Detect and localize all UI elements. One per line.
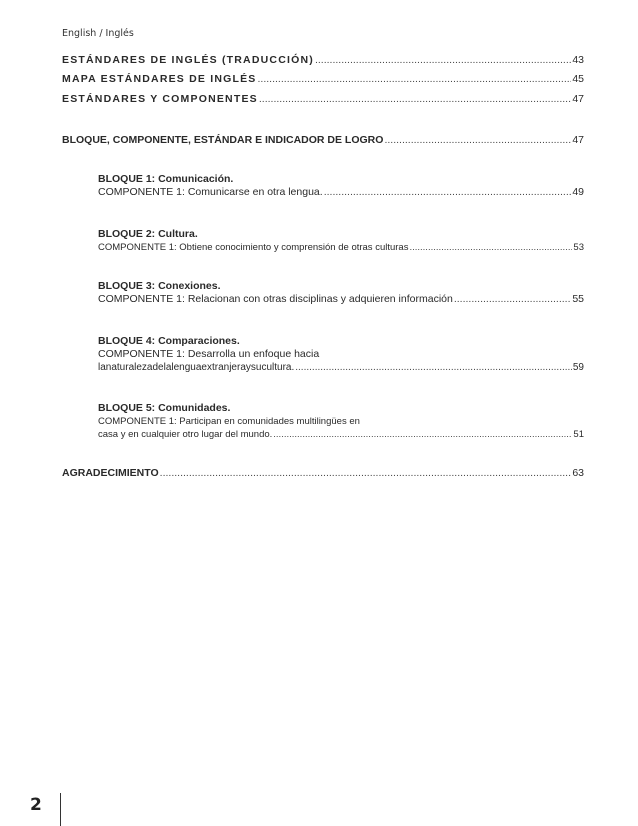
toc-entry-label: MAPA ESTÁNDARES DE INGLÉS — [62, 73, 257, 85]
toc-page-number: 47 — [572, 93, 584, 105]
toc-entry-label: COMPONENTE 1: Relacionan con otras disciplinas y adquieren información — [98, 293, 453, 305]
toc-entry-bloque-componente[interactable] — [62, 134, 584, 147]
toc-leader-dots — [454, 293, 571, 306]
toc-entry-label: ESTÁNDARES Y COMPONENTES — [62, 93, 258, 105]
toc-entry-block-4[interactable] — [98, 361, 584, 374]
toc-entry-block-1[interactable] — [98, 186, 584, 199]
toc-page-number: 63 — [572, 467, 584, 479]
toc-leader-dots — [315, 54, 571, 67]
block-3-title: BLOQUE 3: Conexiones. — [98, 280, 221, 292]
toc-entry-label: BLOQUE, COMPONENTE, ESTÁNDAR E INDICADOR DE LOGRO — [62, 134, 384, 146]
toc-page-number: 53 — [573, 242, 584, 253]
toc-page-number: 55 — [572, 293, 584, 305]
toc-entry-estandares-ingles[interactable] — [62, 54, 584, 67]
toc-entry-label: COMPONENTE 1: Comunicarse en otra lengua. — [98, 186, 323, 198]
toc-page-number: 49 — [572, 186, 584, 198]
toc-leader-dots — [160, 467, 572, 480]
block-5-line: COMPONENTE 1: Participan en comunidades multilingües en — [98, 416, 360, 427]
toc-leader-dots — [258, 73, 572, 86]
toc-leader-dots — [273, 428, 572, 441]
toc-page-number: 51 — [573, 429, 584, 440]
toc-leader-dots — [384, 134, 571, 147]
toc-page-number: 45 — [572, 73, 584, 85]
toc-entry-agradecimiento[interactable] — [62, 467, 584, 480]
toc-page-number: 43 — [572, 54, 584, 66]
toc-leader-dots — [259, 93, 571, 106]
toc-entry-label: lanaturalezadelalenguaextranjeraysucultura. — [98, 362, 295, 373]
page-number: 2 — [30, 795, 42, 815]
toc-entry-mapa-estandares[interactable] — [62, 73, 584, 86]
block-1-title: BLOQUE 1: Comunicación. — [98, 173, 234, 185]
block-5-title: BLOQUE 5: Comunidades. — [98, 402, 231, 414]
toc-entry-label: AGRADECIMIENTO — [62, 467, 159, 479]
block-2-title: BLOQUE 2: Cultura. — [98, 228, 198, 240]
toc-entry-estandares-componentes[interactable] — [62, 93, 584, 106]
toc-entry-block-2[interactable] — [98, 241, 584, 254]
toc-leader-dots — [324, 186, 572, 199]
toc-entry-label: casa y en cualquier otro lugar del mundo. — [98, 429, 273, 440]
footer-divider — [60, 793, 61, 826]
page-header: English / Inglés — [62, 28, 134, 39]
toc-entry-label: ESTÁNDARES DE INGLÉS (TRADUCCIÓN) — [62, 54, 314, 66]
toc-entry-block-5[interactable] — [98, 428, 584, 441]
block-4-line: COMPONENTE 1: Desarrolla un enfoque hacia — [98, 348, 320, 360]
block-4-title: BLOQUE 4: Comparaciones. — [98, 335, 240, 347]
toc-entry-label: COMPONENTE 1: Obtiene conocimiento y comprensión de otras culturas — [98, 242, 409, 253]
toc-leader-dots — [295, 361, 572, 374]
toc-page-number: 59 — [572, 362, 584, 373]
toc-entry-block-3[interactable] — [98, 293, 584, 306]
toc-leader-dots — [409, 241, 572, 254]
toc-page-number: 47 — [572, 134, 584, 146]
